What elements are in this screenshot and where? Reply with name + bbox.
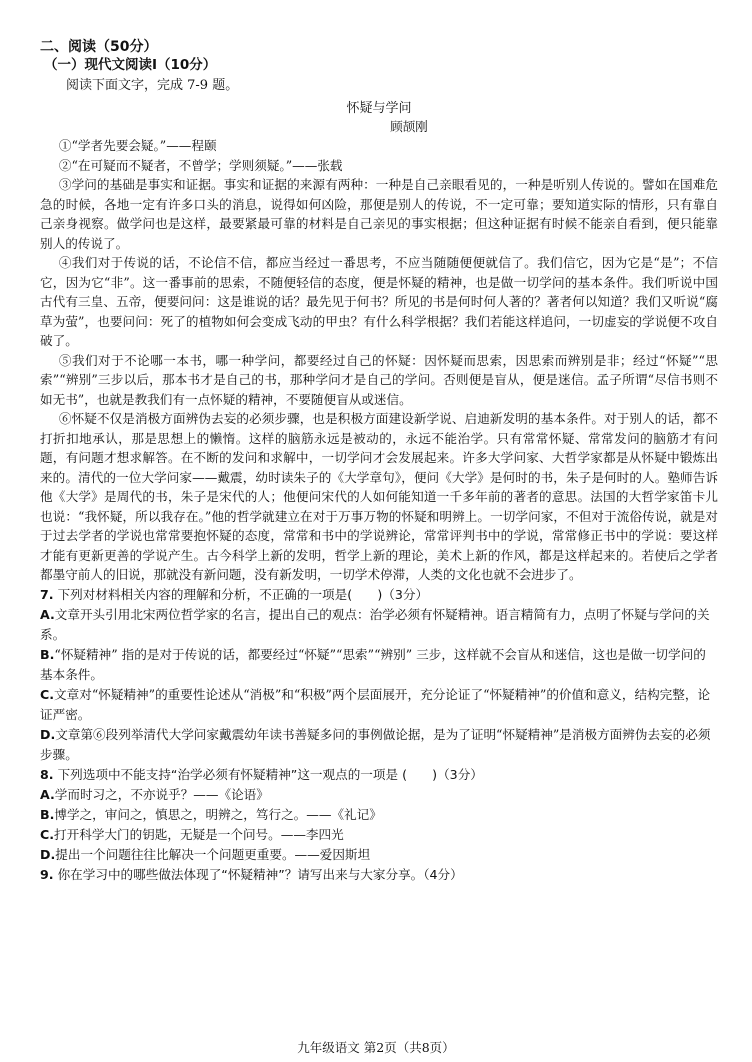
question-9 [40, 865, 718, 885]
question-stem [40, 765, 718, 785]
subsection-title: （一）现代文阅读Ⅰ（10分） [44, 57, 217, 73]
article-title: 怀疑与学问 [346, 101, 412, 116]
article-body [40, 136, 718, 585]
article-paragraph: ②“在可疑而不疑者，不曾学；学则须疑。”——张载 [58, 157, 343, 173]
question-stem [40, 585, 718, 605]
option-label: A. [40, 786, 55, 802]
option-label: C. [40, 686, 55, 702]
option-text: “怀疑精神” 指的是对于传说的话，都要经过“怀疑”“思索”“辨别” 三步，这样就不会盲从和迷信，这也是做一切学问的基本条件。 [40, 646, 706, 682]
option-text: 文章开头引用北宋两位哲学家的名言，提出自己的观点：治学必须有怀疑精神。语言精简有力，点明了怀疑与学问的关系。 [40, 606, 710, 642]
question-number: 7. [40, 586, 54, 602]
question-text: 下列对材料相关内容的理解和分析，不正确的一项是( )（3分） [57, 586, 429, 602]
option-label: B. [40, 646, 55, 662]
article-paragraph: ⑤我们对于不论哪一本书，哪一种学问，都要经过自己的怀疑：因怀疑而思索，因思索而辨别是非；经过“怀疑”“思索”“辨别”三步以后，那本书才是自己的书，那种学问才是自己的学问。否则便是盲从，便是迷信。孟子所谓“尽信书则不如无书”，也就是教我们有一点怀疑的精神，不要随便盲从或迷信。 [40, 352, 718, 407]
option-c [40, 685, 718, 725]
option-text: 博学之，审问之，慎思之，明辨之，笃行之。——《礼记》 [54, 806, 382, 822]
question-8 [40, 765, 718, 865]
option-d [40, 725, 718, 765]
question-number: 9. [40, 866, 54, 882]
option-label: D. [40, 726, 56, 742]
option-a [40, 605, 718, 645]
option-c [40, 825, 718, 845]
question-number: 8. [40, 766, 54, 782]
article-paragraph: ③学问的基础是事实和证据。事实和证据的来源有两种：一种是自己亲眼看见的，一种是听别人传说的。譬如在国难危急的时候，各地一定有许多口头的消息，说得如何凶险，那便是别人的传说，不一定可靠；要知道实际的情形，只有靠自己亲身视察。做学问也是这样，最要紧最可靠的材料是自己亲见的事实根据；但这种证据有时候不能亲自看到，便只能靠别人的传说了。 [40, 177, 718, 251]
article-paragraph: ①“学者先要会疑。”——程颐 [58, 138, 217, 153]
option-d [40, 845, 718, 865]
option-label: D. [40, 846, 56, 862]
option-text: 提出一个问题往往比解决一个问题更重要。——爱因斯坦 [55, 846, 371, 862]
question-stem [40, 865, 718, 885]
option-text: 文章对“怀疑精神”的重要性论述从“消极”和“积极”两个层面展开，充分论证了“怀疑精神”的价值和意义，结构完整，论证严密。 [40, 686, 711, 722]
question-text: 下列选项中不能支持“治学必须有怀疑精神”这一观点的一项是 ( )（3分） [57, 766, 483, 782]
option-label: C. [40, 826, 55, 842]
option-label: B. [40, 806, 55, 822]
option-label: A. [40, 606, 55, 622]
question-7 [40, 585, 718, 765]
question-text: 你在学习中的哪些做法体现了“怀疑精神”？请写出来与大家分享。（4分） [57, 866, 463, 882]
option-text: 学而时习之，不亦说乎？——《论语》 [54, 786, 269, 802]
instruction: 阅读下面文字，完成 7-9 题。 [66, 78, 239, 93]
option-text: 打开科学大门的钥匙，无疑是一个问号。——李四光 [54, 826, 344, 842]
section-title: 二、阅读（50分） [40, 39, 158, 55]
option-b [40, 645, 718, 685]
article-author: 顾颉刚 [390, 119, 428, 134]
article-paragraph: ④我们对于传说的话，不论信不信，都应当经过一番思考，不应当随随便便就信了。我们信它，因为它是“是”；不信它，因为它“非”。这一番事前的思索，不随便轻信的态度，便是怀疑的精神，也是做一切学问的基本条件。我们听说中国古代有三皇、五帝，便要问问：这是谁说的话？最先见于何书？所见的书是何时何人著的？著者何以知道？我们又听说“腐草为萤”，也要问问：死了的植物如何会变成飞动的甲虫？有什么科学根据？我们若能这样追问，一切虚妄的学说便不攻自破了。 [40, 255, 718, 348]
option-a [40, 785, 718, 805]
page-footer: 九年级语文 第2页（共8页） [297, 1040, 455, 1055]
option-text: 文章第⑥段列举清代大学问家戴震幼年读书善疑多问的事例做论据，是为了证明“怀疑精神”是消极方面辨伪去妄的必须步骤。 [40, 726, 711, 762]
option-b [40, 805, 718, 825]
article-paragraph: ⑥怀疑不仅是消极方面辨伪去妄的必须步骤，也是积极方面建设新学说、启迪新发明的基本条件。对于别人的话，都不打折扣地承认，那是思想上的懒惰。这样的脑筋永远是被动的，永远不能治学。只有常常怀疑、常常发问的脑筋才有问题，有问题才想求解答。在不断的发问和求解中，一切学问才会发展起来。许多大学问家、大哲学家都是从怀疑中锻炼出来的。清代的一位大学问家——戴震，幼时读朱子的《大学章句》，便问《大学》是何时的书，朱子是何时的人。塾师告诉他《大学》是周代的书，朱子是宋代的人；他便问宋代的人如何能知道一千多年前的著者的意思。法国的大哲学家笛卡儿也说：“我怀疑，所以我存在。”他的哲学就建立在对于万事万物的怀疑和明辨上。一切学问家，不但对于流俗传说，就是对于过去学者的学说也常常要抱怀疑的态度，常常和书中的学说辨论，常常评判书中的学说，常常修正书中的学说：要这样才能有更新更善的学说产生。古今科学上新的发明，哲学上新的理论，美术上新的作风，都是这样起来的。若使后之学者都墨守前人的旧说，那就没有新问题，没有新发明，一切学术停滞，人类的文化也就不会进步了。 [40, 411, 718, 582]
